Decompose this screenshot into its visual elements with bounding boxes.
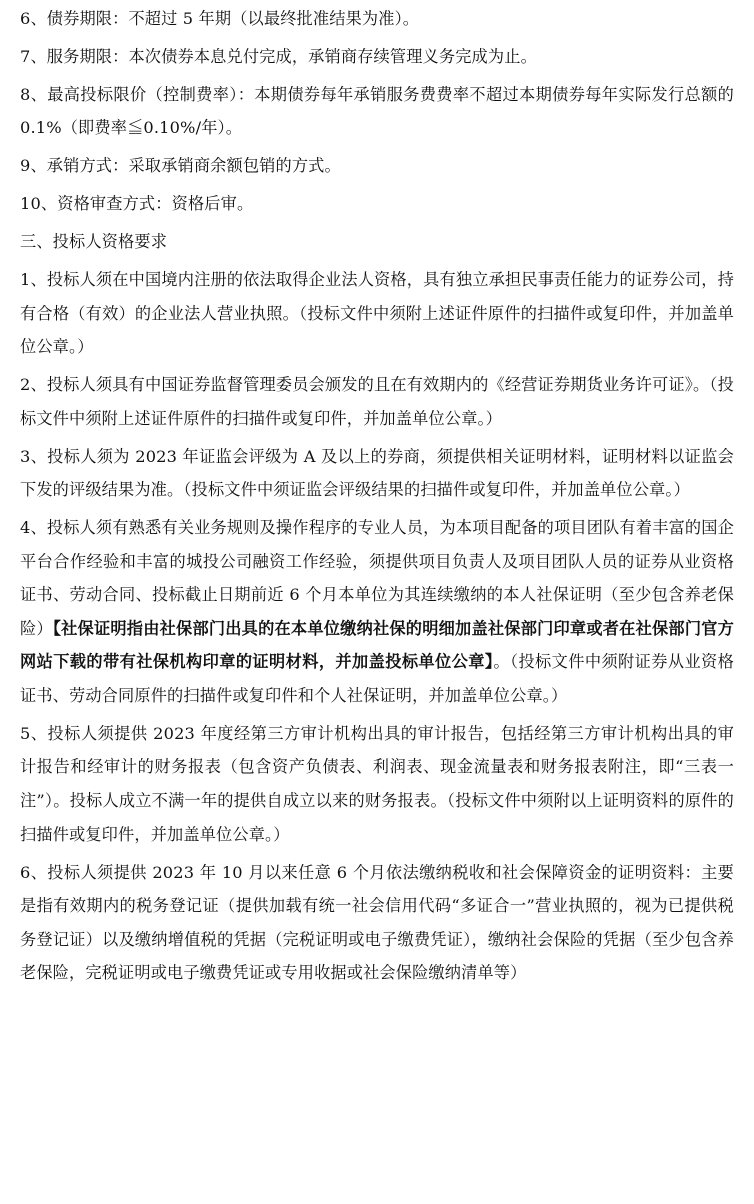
requirement-2-paragraph: 2、投标人须具有中国证券监督管理委员会颁发的且在有效期内的《经营证券期货业务许可证》。（投标文件中须附上述证件原件的扫描件或复印件，并加盖单位公章。）	[20, 375, 734, 428]
requirement-4-bold-note: 【社保证明指由社保部门出具的在本单位缴纳社保的明细加盖社保部门印章或者在社保部门官方网站下载的带有社保机构印章的证明材料，并加盖投标单位公章】	[20, 618, 734, 672]
requirement-5-paragraph: 5、投标人须提供 2023 年度经第三方审计机构出具的审计报告，包括经第三方审计机构出具的审计报告和经审计的财务报表（包含资产负债表、利润表、现金流量表和财务报表附注，即“三表一注”）。投标人成立不满一年的提供自成立以来的财务报表。（投标文件中须附以上证明资料的原件的扫描件或复印件，并加盖单位公章。）	[20, 723, 734, 844]
max-bid-price-paragraph: 8、最高投标限价（控制费率）：本期债券每年承销服务费费率不超过本期债券每年实际发行总额的 0.1%（即费率≦0.10%/年）。	[20, 84, 734, 138]
service-term-paragraph: 7、服务期限：本次债券本息兑付完成，承销商存续管理义务完成为止。	[20, 46, 537, 66]
requirement-3-paragraph: 3、投标人须为 2023 年证监会评级为 A 及以上的券商，须提供相关证明材料，证明材料以证监会下发的评级结果为准。（投标文件中须证监会评级结果的扫描件或复印件，并加盖单位公章。）	[20, 446, 734, 500]
requirement-4-paragraph	[20, 511, 734, 713]
underwriting-method-paragraph: 9、承销方式：采取承销商余额包销的方式。	[20, 156, 341, 176]
section-heading-bidder-requirements: 三、投标人资格要求	[20, 232, 168, 252]
qualification-review-paragraph: 10、资格审查方式：资格后审。	[20, 194, 254, 214]
requirement-1-paragraph: 1、投标人须在中国境内注册的依法取得企业法人资格，具有独立承担民事责任能力的证券公司，持有合格（有效）的企业法人营业执照。（投标文件中须附上述证件原件的扫描件或复印件，并加盖单位公章。）	[20, 269, 734, 357]
bond-term-paragraph: 6、债券期限：不超过 5 年期（以最终批准结果为准）。	[20, 9, 420, 28]
requirement-6-paragraph: 6、投标人须提供 2023 年 10 月以来任意 6 个月依法缴纳税收和社会保障资金的证明资料：主要是指有效期内的税务登记证（提供加载有统一社会信用代码“多证合一”营业执照的，视为已提供税务登记证）以及缴纳增值税的凭据（完税证明或电子缴费凭证），缴纳社会保险的凭据（至少包含养老保险，完税证明或电子缴费凭证或专用收据或社会保险缴纳清单等）	[20, 862, 734, 983]
requirement-4-text-tail: 。（投标文件中须附证券从业资格证书、劳动合同原件的扫描件或复印件和个人社保证明，并加盖单位公章。）	[20, 652, 734, 705]
requirement-4-text: 4、投标人须有熟悉有关业务规则及操作程序的专业人员，为本项目配备的项目团队有着丰富的国企平台合作经验和丰富的城投公司融资工作经验，须提供项目负责人及项目团队人员的证券从业资格证书、劳动合同、投标截止日期前近 6 个月本单位为其连续缴纳的本人社保证明（至少包含养老保险）	[20, 517, 734, 638]
